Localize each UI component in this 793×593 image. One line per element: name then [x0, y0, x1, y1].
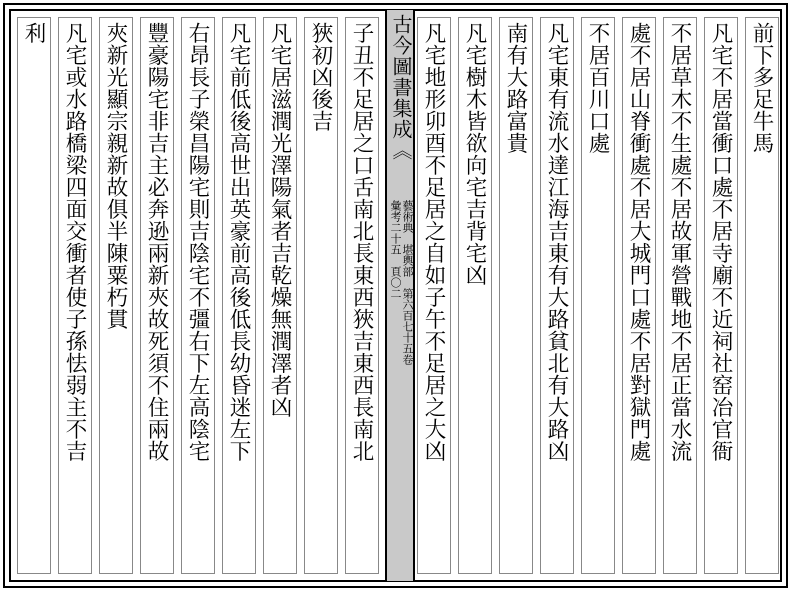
- text-column: 凡宅東有流水達江海吉東有大路貧北有大路凶: [540, 17, 574, 574]
- text-column: 子丑不足居之口舌南北長東西狹吉東西長南北: [345, 17, 379, 574]
- text-column: 狹初凶後吉: [304, 17, 338, 574]
- text-column: 凡宅地形卯酉不足居之自如子午不足居之大凶: [417, 17, 451, 574]
- center-spine: [386, 10, 414, 581]
- text-column: 不居百川口處: [581, 17, 615, 574]
- inner-frame: [9, 9, 782, 582]
- page-frame: [3, 3, 788, 588]
- text-column: 凡宅樹木皆欲向宅吉背宅凶: [458, 17, 492, 574]
- right-panel: [414, 10, 781, 581]
- text-column: 凡宅居滋潤光澤陽氣者吉乾燥無潤澤者凶: [263, 17, 297, 574]
- book-title-text: 古今圖書集成: [389, 14, 413, 140]
- text-column: 前下多足牛馬: [745, 17, 779, 574]
- section-info: 彙考二十五 頁〇二: [389, 200, 402, 299]
- text-column: 凡宅不居當衝口處不居寺廟不近祠社窑冶官衙: [704, 17, 738, 574]
- text-column: 南有大路富貴: [499, 17, 533, 574]
- title-bracket: 《: [389, 140, 413, 161]
- text-column: 夾新光顯宗親新故俱半陳粟朽貫: [99, 17, 133, 574]
- text-column: 處不居山脊衝處不居大城門口處不居對獄門處: [622, 17, 656, 574]
- book-title: [387, 14, 415, 161]
- volume-info: 藝術典 堪輿部 第六百七十五卷: [401, 200, 414, 365]
- text-column: 豐豪陽宅非吉主必奔逊兩新夾故死須不住兩故: [140, 17, 174, 574]
- text-column: 利: [17, 17, 51, 574]
- text-column: 凡宅或水路橋梁四面交衝者使子孫怯弱主不吉: [58, 17, 92, 574]
- text-column: 不居草木不生處不居故軍營戰地不居正當水流: [663, 17, 697, 574]
- text-column: 右昂長子榮昌陽宅則吉陰宅不彊右下左高陰宅: [181, 17, 215, 574]
- left-panel: [10, 10, 386, 581]
- text-column: 凡宅前低後高世出英豪前高後低長幼昏迷左下: [222, 17, 256, 574]
